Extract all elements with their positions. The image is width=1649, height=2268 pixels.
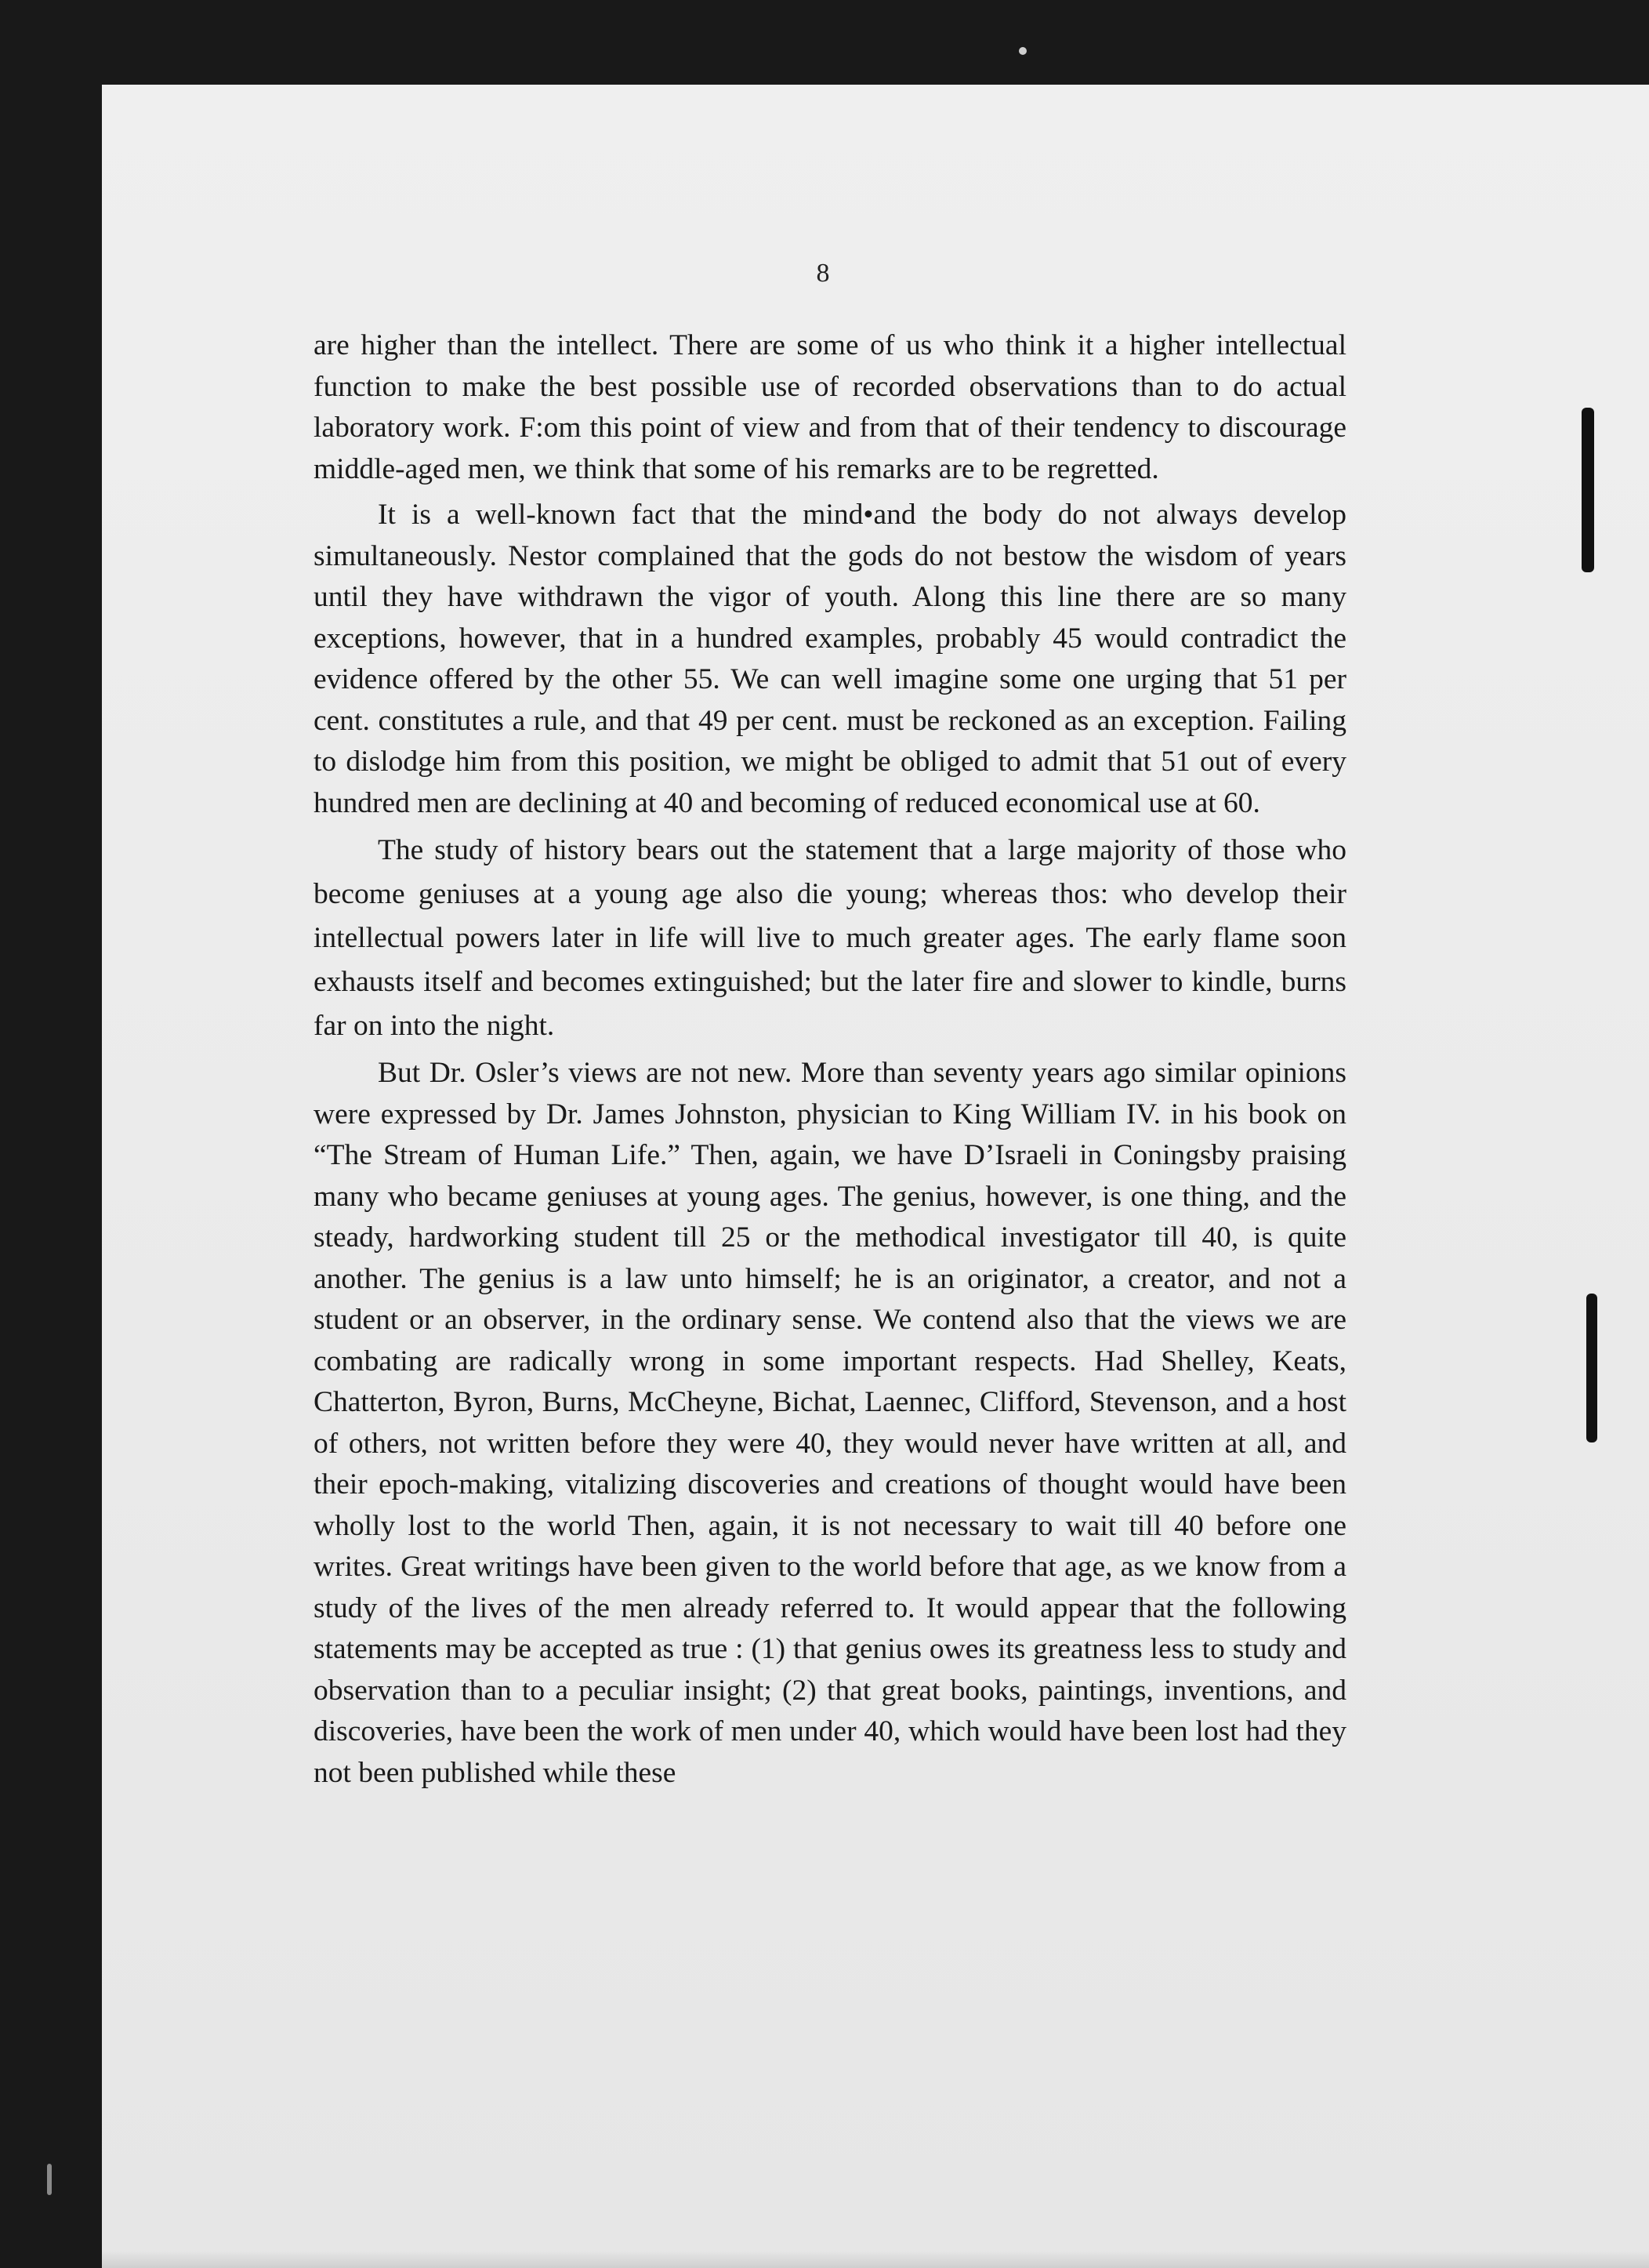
- page-number: 8: [816, 259, 830, 288]
- speck-top: [1019, 47, 1027, 55]
- paragraph-1: are higher than the intellect. There are some of us who think it a higher intellectual function to make the best possible use of recorded observations than to do actual laboratory work. F:om this point of view and from that of their tendency to discourage middle-aged men, we think that some of his remarks are to be regretted.: [313, 329, 1346, 485]
- paragraph-2: It is a well-known fact that the mind•and the body do not always develop simultaneously. Nestor complained that the gods do not bestow the wisdom of years until they have withdrawn the vigor of youth. Along this line there are so many exceptions, however, that in a hundred examples, probably 45 would contradict the evidence offered by the other 55. We can well imagine some one urging that 51 per cent. constitutes a rule, and that 49 per cent. must be reckoned as an exception. Failing to dislodge him from this position, we might be obliged to admit that 51 out of every hundred men are declining at 40 and becoming of reduced economical use at 60.: [313, 499, 1346, 819]
- paragraph-4: But Dr. Osler’s views are not new. More than seventy years ago similar opinions were expressed by Dr. James Johnston, physician to King William IV. in his book on “The Stream of Human Life.” Then, again, we have D’Israeli in Coningsby praising many who became geniuses at young ages. The genius, however, is one thing, and the steady, hardworking student till 25 or the methodical investigator till 40, is quite another. The genius is a law unto himself; he is an originator, a creator, and not a student or an observer, in the ordinary sense. We contend also that the views we are combating are radically wrong in some important respects. Had Shelley, Keats, Chatterton, Byron, Burns, McCheyne, Bichat, Laennec, Clifford, Stevenson, and a host of others, not written before they were 40, they would never have written at all, and their epoch-making, vitalizing discoveries and creations of thought would have been wholly lost to the world Then, again, it is not necessary to wait till 40 before one writes. Great writings have been given to the world before that age, as we know from a study of the lives of the men already referred to. It would appear that the following statements may be accepted as true : (1) that genius owes its greatness less to study and observation than to a peculiar insight; (2) that great books, paintings, inventions, and discoveries, have been the work of men under 40, which would have been lost had they not been published while these: [313, 1057, 1346, 1789]
- page-edge-shadow: [102, 2251, 1649, 2268]
- binding-mark-upper: [1582, 408, 1594, 572]
- speck-left: [47, 2164, 52, 2195]
- paragraph-3: The study of history bears out the statement that a large majority of those who become geniuses at a young age also die young; whereas thos: who develop their intellectual powers later in life will live to much greater ages. The early flame soon exhausts itself and becomes extinguished; but the later fire and slower to kindle, burns far on into the night.: [313, 834, 1346, 1042]
- body-text: [313, 325, 1346, 1794]
- binding-mark-lower: [1586, 1294, 1597, 1442]
